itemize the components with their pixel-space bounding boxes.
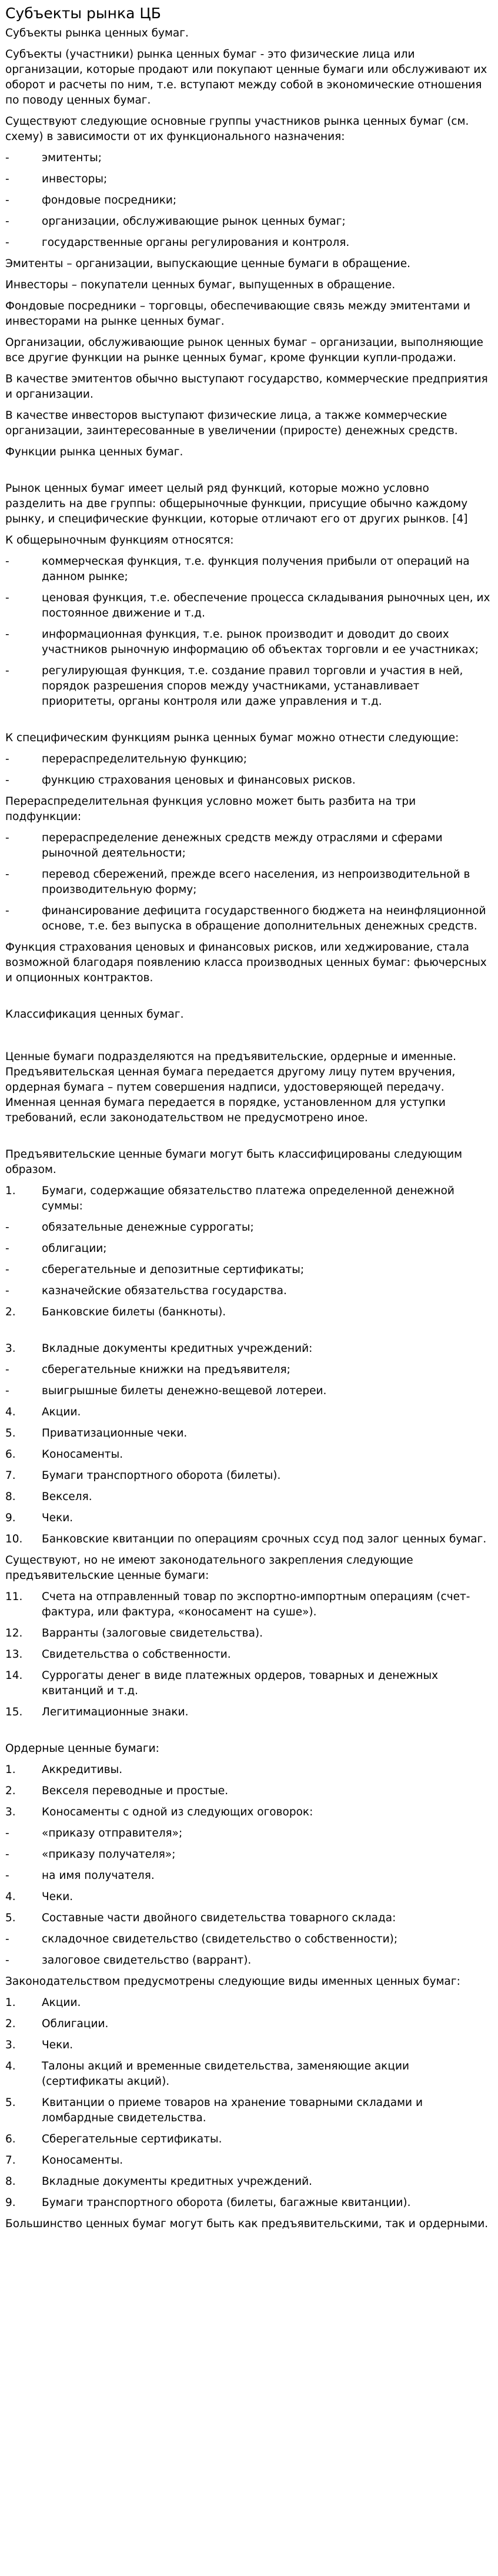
bullet-marker: - xyxy=(5,215,9,228)
numbered-item xyxy=(5,1911,491,1926)
numbered-item xyxy=(5,1405,491,1420)
item-text: Бумаги транспортного оборота (билеты, багажные квитанции). xyxy=(42,2197,411,2209)
item-text: Облигации. xyxy=(42,2018,109,2030)
item-text: фондовые посредники; xyxy=(42,194,177,206)
paragraph: Законодательством предусмотрены следующие виды именных ценных бумаг: xyxy=(5,1975,460,1988)
paragraph: Функции рынка ценных бумаг. xyxy=(5,446,183,458)
paragraph: Ордерные ценные бумаги: xyxy=(5,1742,159,1755)
item-text: «приказу отправителя»; xyxy=(42,1827,183,1839)
paragraph: Перераспределительная функция условно может быть разбита на три подфункции: xyxy=(5,795,416,823)
item-text: перевод сбережений, прежде всего населения, из непроизводительной в производительную форму; xyxy=(42,868,470,896)
bullet-item xyxy=(5,193,491,208)
bullet-marker: - xyxy=(5,173,9,185)
item-number: 1. xyxy=(5,1997,16,2009)
item-text: обязательные денежные суррогаты; xyxy=(42,1221,254,1234)
bullet-marker: - xyxy=(5,555,9,568)
item-number: 3. xyxy=(5,1342,16,1355)
item-number: 3. xyxy=(5,1806,16,1818)
bullet-marker: - xyxy=(5,1848,9,1861)
paragraph: Предъявительские ценные бумаги могут быть классифицированы следующим образом. xyxy=(5,1148,463,1176)
numbered-item xyxy=(5,1668,491,1699)
bullet-marker: - xyxy=(5,1221,9,1234)
bullet-item xyxy=(5,1826,491,1841)
item-text: функцию страхования ценовых и финансовых рисков. xyxy=(42,774,356,787)
document xyxy=(5,4,491,2238)
paragraph: Эмитенты – организации, выпускающие ценные бумаги в обращение. xyxy=(5,258,410,270)
paragraph: Субъекты рынка ценных бумаг. xyxy=(5,27,189,39)
item-text: казначейские обязательства государства. xyxy=(42,1285,287,1297)
item-text: Приватизационные чеки. xyxy=(42,1427,188,1439)
document-body xyxy=(5,26,491,2232)
item-text: сберегательные книжки на предъявителя; xyxy=(42,1364,290,1376)
paragraph: Большинство ценных бумаг могут быть как предъявительскими, так и ордерными. xyxy=(5,2218,489,2230)
numbered-item xyxy=(5,1511,491,1526)
item-text: организации, обслуживающие рынок ценных бумаг; xyxy=(42,215,346,228)
numbered-item xyxy=(5,1995,491,2011)
bullet-marker: - xyxy=(5,1385,9,1397)
item-number: 9. xyxy=(5,1512,16,1524)
item-text: выигрышные билеты денежно-вещевой лотереи. xyxy=(42,1385,327,1397)
bullet-item xyxy=(5,752,491,767)
bullet-marker: - xyxy=(5,1954,9,1967)
item-text: Банковские квитанции по операциям срочных ссуд под залог ценных бумаг. xyxy=(42,1533,487,1545)
numbered-item xyxy=(5,1626,491,1641)
item-text: Вкладные документы кредитных учреждений. xyxy=(42,2175,312,2188)
item-text: Варранты (залоговые свидетельства). xyxy=(42,1627,263,1639)
item-text: «приказу получателя»; xyxy=(42,1848,176,1861)
bullet-marker: - xyxy=(5,592,9,604)
page-title: Субъекты рынка ЦБ xyxy=(5,5,161,22)
item-text: финансирование дефицита государственного бюджета на неинфляционной основе, т.е. без выпуска в обращение дополнительных денежных средств. xyxy=(42,905,486,932)
item-number: 2. xyxy=(5,2018,16,2030)
item-text: залоговое свидетельство (варрант). xyxy=(42,1954,252,1967)
paragraph: Организации, обслуживающие рынок ценных бумаг – организации, выполняющие все другие функции на рынке ценных бумаг, кроме функции купли-продажи. xyxy=(5,336,483,364)
item-number: 3. xyxy=(5,2039,16,2051)
paragraph: Функция страхования ценовых и финансовых рисков, или хеджирование, стала возможной благодаря появлению класса производных ценных бумаг: фьючерсных и опционных контрактов. xyxy=(5,941,487,984)
bullet-item xyxy=(5,1384,491,1399)
item-text: облигации; xyxy=(42,1242,107,1255)
item-number: 7. xyxy=(5,2154,16,2167)
paragraph: В качестве инвесторов выступают физические лица, а также коммерческие организации, заинтересованные в увеличении (приросте) денежных средств. xyxy=(5,409,458,437)
paragraph: Классификация ценных бумаг. xyxy=(5,1008,184,1021)
item-text: складочное свидетельство (свидетельство о собственности); xyxy=(42,1933,398,1945)
paragraph: К специфическим функциям рынка ценных бумаг можно отнести следующие: xyxy=(5,732,459,744)
numbered-item xyxy=(5,1447,491,1462)
item-text: инвесторы; xyxy=(42,173,108,185)
numbered-item xyxy=(5,1647,491,1662)
numbered-item xyxy=(5,2095,491,2126)
item-text: Чеки. xyxy=(42,1512,73,1524)
bullet-marker: - xyxy=(5,1242,9,1255)
item-number: 8. xyxy=(5,1491,16,1503)
paragraph: Инвесторы – покупатели ценных бумаг, выпущенных в обращение. xyxy=(5,279,396,291)
numbered-item xyxy=(5,1468,491,1484)
item-text: Аккредитивы. xyxy=(42,1764,123,1776)
bullet-item xyxy=(5,831,491,861)
item-text: регулирующая функция, т.е. создание правил торговли и участия в ней, порядок разрешения споров между участниками, устанавливает приоритеты, органы контроля или даже управления и т.д. xyxy=(42,665,463,708)
numbered-item xyxy=(5,2059,491,2090)
bullet-marker: - xyxy=(5,236,9,249)
bullet-item xyxy=(5,554,491,585)
item-text: Вкладные документы кредитных учреждений: xyxy=(42,1342,313,1355)
numbered-item xyxy=(5,2153,491,2168)
item-number: 12. xyxy=(5,1627,23,1639)
item-text: перераспределение денежных средств между отраслями и сферами рыночной деятельности; xyxy=(42,832,443,859)
paragraph: Ценные бумаги подразделяются на предъявительские, ордерные и именные. Предъявительская ценная бумага передается другому лицу путем вручения, ордерная бумага – путем совершения надписи, удостоверяющей передачу. Именная ценная бумага передается в порядке, установленном для уступки требований, если законодательством не предусмотрено иное. xyxy=(5,1051,456,1124)
bullet-item xyxy=(5,1284,491,1299)
bullet-marker: - xyxy=(5,1285,9,1297)
bullet-item xyxy=(5,214,491,229)
bullet-marker: - xyxy=(5,832,9,844)
item-text: Коносаменты. xyxy=(42,1448,123,1461)
item-text: Легитимационные знаки. xyxy=(42,1706,189,1718)
bullet-item xyxy=(5,1932,491,1947)
bullet-item xyxy=(5,1953,491,1968)
paragraph: Рынок ценных бумаг имеет целый ряд функций, которые можно условно разделить на две группы: общерыночные функции, присущие обычно каждому рынку, и специфические функции, которые отличают его от других рынков. [4] xyxy=(5,482,468,525)
bullet-marker: - xyxy=(5,665,9,677)
numbered-item xyxy=(5,1184,491,1214)
paragraph: В качестве эмитентов обычно выступают государство, коммерческие предприятия и организации. xyxy=(5,373,488,401)
numbered-item xyxy=(5,1489,491,1505)
item-number: 5. xyxy=(5,1912,16,1924)
item-number: 5. xyxy=(5,2097,16,2109)
bullet-item xyxy=(5,1868,491,1884)
numbered-item xyxy=(5,1589,491,1620)
item-text: Векселя. xyxy=(42,1491,92,1503)
item-text: Акции. xyxy=(42,1406,81,1418)
item-number: 8. xyxy=(5,2175,16,2188)
item-text: Акции. xyxy=(42,1997,81,2009)
item-text: на имя получателя. xyxy=(42,1869,155,1882)
bullet-marker: - xyxy=(5,1364,9,1376)
paragraph: Фондовые посредники – торговцы, обеспечивающие связь между эмитентами и инвесторами на рынке ценных бумаг. xyxy=(5,300,470,328)
numbered-item xyxy=(5,1705,491,1720)
item-number: 6. xyxy=(5,2133,16,2145)
item-text: Коносаменты с одной из следующих оговорок: xyxy=(42,1806,313,1818)
numbered-item xyxy=(5,1341,491,1357)
bullet-marker: - xyxy=(5,753,9,765)
item-number: 4. xyxy=(5,1406,16,1418)
item-number: 2. xyxy=(5,1785,16,1797)
item-text: Бумаги, содержащие обязательство платежа определенной денежной суммы: xyxy=(42,1185,454,1212)
numbered-item xyxy=(5,2017,491,2032)
bullet-item xyxy=(5,904,491,934)
numbered-item xyxy=(5,2132,491,2147)
bullet-item xyxy=(5,1362,491,1378)
numbered-item xyxy=(5,1889,491,1905)
item-text: Векселя переводные и простые. xyxy=(42,1785,229,1797)
bullet-marker: - xyxy=(5,194,9,206)
item-number: 2. xyxy=(5,1306,16,1318)
item-text: Коносаменты. xyxy=(42,2154,123,2167)
bullet-item xyxy=(5,1241,491,1257)
numbered-item xyxy=(5,2195,491,2211)
paragraph: Существуют следующие основные группы участников рынка ценных бумаг (см. схему) в зависимости от их функционального назначения: xyxy=(5,115,469,143)
item-number: 9. xyxy=(5,2197,16,2209)
paragraph: К общерыночным функциям относятся: xyxy=(5,534,234,546)
numbered-item xyxy=(5,1305,491,1320)
item-number: 7. xyxy=(5,1469,16,1482)
numbered-item xyxy=(5,1762,491,1778)
bullet-marker: - xyxy=(5,774,9,787)
item-number: 14. xyxy=(5,1669,23,1682)
bullet-marker: - xyxy=(5,868,9,881)
item-text: Свидетельства о собственности. xyxy=(42,1648,231,1661)
item-number: 6. xyxy=(5,1448,16,1461)
item-number: 1. xyxy=(5,1185,16,1197)
bullet-item xyxy=(5,172,491,187)
item-text: эмитенты; xyxy=(42,152,102,164)
item-number: 10. xyxy=(5,1533,23,1545)
item-text: Чеки. xyxy=(42,2039,73,2051)
item-text: Бумаги транспортного оборота (билеты). xyxy=(42,1469,281,1482)
item-text: Сберегательные сертификаты. xyxy=(42,2133,222,2145)
item-number: 4. xyxy=(5,2060,16,2072)
numbered-item xyxy=(5,1784,491,1799)
bullet-item xyxy=(5,151,491,166)
item-number: 4. xyxy=(5,1891,16,1903)
bullet-item xyxy=(5,867,491,898)
item-text: Квитанции о приеме товаров на хранение товарными складами и ломбардные свидетельства. xyxy=(42,2097,423,2124)
bullet-marker: - xyxy=(5,905,9,917)
bullet-marker: - xyxy=(5,1264,9,1276)
numbered-item xyxy=(5,1532,491,1547)
numbered-item xyxy=(5,2174,491,2190)
item-number: 15. xyxy=(5,1706,23,1718)
bullet-item xyxy=(5,591,491,621)
item-text: перераспределительную функцию; xyxy=(42,753,247,765)
item-text: Составные части двойного свидетельства товарного склада: xyxy=(42,1912,396,1924)
bullet-item xyxy=(5,1220,491,1235)
paragraph: Существуют, но не имеют законодательного закрепления следующие предъявительские ценные бумаги: xyxy=(5,1554,413,1582)
item-number: 13. xyxy=(5,1648,23,1661)
item-text: информационная функция, т.е. рынок производит и доводит до своих участников рыночную информацию об объектах торговли и ее участниках; xyxy=(42,628,479,656)
bullet-item xyxy=(5,773,491,788)
item-text: коммерческая функция, т.е. функция получения прибыли от операций на данном рынке; xyxy=(42,555,470,583)
paragraph: Субъекты (участники) рынка ценных бумаг - это физические лица или организации, которые продают или покупают ценные бумаги или обслуживают их оборот и расчеты по ним, т.е. вступают между собой в экономические отношения по поводу ценных бумаг. xyxy=(5,48,487,106)
item-text: Чеки. xyxy=(42,1891,73,1903)
item-text: государственные органы регулирования и контроля. xyxy=(42,236,350,249)
numbered-item xyxy=(5,1805,491,1820)
item-text: Суррогаты денег в виде платежных ордеров, товарных и денежных квитанций и т.д. xyxy=(42,1669,439,1697)
bullet-marker: - xyxy=(5,152,9,164)
bullet-item xyxy=(5,1262,491,1278)
numbered-item xyxy=(5,2038,491,2053)
bullet-item xyxy=(5,664,491,709)
bullet-item xyxy=(5,1847,491,1862)
bullet-marker: - xyxy=(5,1869,9,1882)
numbered-item xyxy=(5,1426,491,1441)
item-text: Банковские билеты (банкноты). xyxy=(42,1306,226,1318)
item-number: 5. xyxy=(5,1427,16,1439)
bullet-item xyxy=(5,235,491,251)
bullet-marker: - xyxy=(5,1933,9,1945)
item-number: 11. xyxy=(5,1591,23,1603)
bullet-marker: - xyxy=(5,628,9,641)
item-text: сберегательные и депозитные сертификаты; xyxy=(42,1264,305,1276)
item-text: Талоны акций и временные свидетельства, заменяющие акции (сертификаты акций). xyxy=(42,2060,409,2088)
item-text: ценовая функция, т.е. обеспечение процесса складывания рыночных цен, их постоянное движение и т.д. xyxy=(42,592,490,619)
item-number: 1. xyxy=(5,1764,16,1776)
bullet-marker: - xyxy=(5,1827,9,1839)
item-text: Счета на отправленный товар по экспортно-импортным операциям (счет-фактура, или фактура, «коносамент на суше»). xyxy=(42,1591,470,1618)
bullet-item xyxy=(5,627,491,658)
